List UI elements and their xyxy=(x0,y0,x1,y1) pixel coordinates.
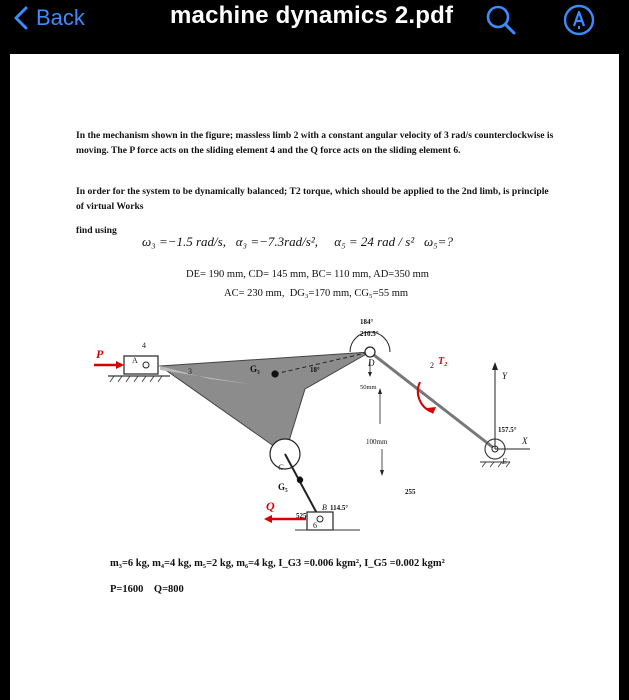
label-4: 4 xyxy=(142,341,146,350)
kinematic-values: ω₃ =−1.5 rad/s, α₃ =−7.3rad/s², α₅ = 24 rad / s² ω₅=? xyxy=(142,234,453,249)
problem-paragraph-1: In the mechanism shown in the figure; massless limb 2 with a constant angular velocity of 3 rad/s counterclockwise is moving. The P force acts on the sliding element 4 and the Q force acts on the sliding element 6. xyxy=(76,130,554,156)
label-210: 210.5° xyxy=(360,330,379,338)
label-y: Y xyxy=(502,371,508,381)
label-184: 184° xyxy=(360,318,374,326)
crank-pin-d xyxy=(365,347,375,357)
top-bar xyxy=(0,0,629,40)
markup-button[interactable] xyxy=(562,3,596,42)
label-255: 255 xyxy=(405,488,416,496)
label-c: C xyxy=(278,463,284,472)
label-50mm: 50mm xyxy=(360,384,377,391)
problem-paragraph-2: In order for the system to be dynamically balanced; T2 torque, which should be applied to the 2nd limb, is principle of virtual Works xyxy=(76,186,549,212)
label-e: E xyxy=(502,457,507,466)
search-button[interactable] xyxy=(484,4,520,41)
slider-4 xyxy=(124,356,158,374)
pdf-page[interactable] xyxy=(10,54,619,700)
ground-left xyxy=(108,376,170,382)
label-2: 2 xyxy=(430,361,434,370)
label-157: 157.5° xyxy=(498,426,517,434)
forces-line: P=1600 Q=800 xyxy=(110,584,184,595)
label-q: Q xyxy=(266,499,275,513)
dimensions-line-1: DE= 190 mm, CD= 145 mm, BC= 110 mm, AD=350 mm xyxy=(186,269,429,280)
label-100mm: 100mm xyxy=(366,438,388,446)
mechanism-figure xyxy=(70,304,540,529)
chevron-left-icon xyxy=(14,6,28,30)
label-114: 114.5° xyxy=(330,504,349,512)
label-5: 5 xyxy=(298,475,302,484)
search-icon xyxy=(484,4,520,36)
document-title: machine dynamics 2.pdf xyxy=(170,2,454,29)
label-6: 6 xyxy=(313,521,317,530)
back-label: Back xyxy=(36,5,85,30)
label-525: 525 xyxy=(296,512,307,520)
label-a: A xyxy=(132,356,138,365)
label-18: 18° xyxy=(310,366,320,374)
masses-line: m₃=6 kg, m₄=4 kg, m₅=2 kg, m₆=4 kg, I_G3 =0.006 kgm², I_G5 =0.002 kgm² xyxy=(110,558,445,569)
label-g5: G₅ xyxy=(278,482,288,492)
cut-off-line: find using xyxy=(76,225,117,236)
label-3: 3 xyxy=(188,367,192,376)
label-b: B xyxy=(322,503,327,512)
label-p: P xyxy=(96,347,104,361)
label-g3: G₃ xyxy=(250,364,260,374)
back-button[interactable] xyxy=(14,3,85,33)
dimensions-line-2: AC= 230 mm, DG₃=170 mm, CG₅=55 mm xyxy=(224,288,409,299)
label-t2: T₂ xyxy=(438,356,448,367)
label-x: X xyxy=(522,436,528,446)
link-5 xyxy=(285,454,320,519)
markup-pen-icon xyxy=(562,3,596,37)
label-d: D xyxy=(368,358,375,368)
g3-marker xyxy=(271,370,278,377)
